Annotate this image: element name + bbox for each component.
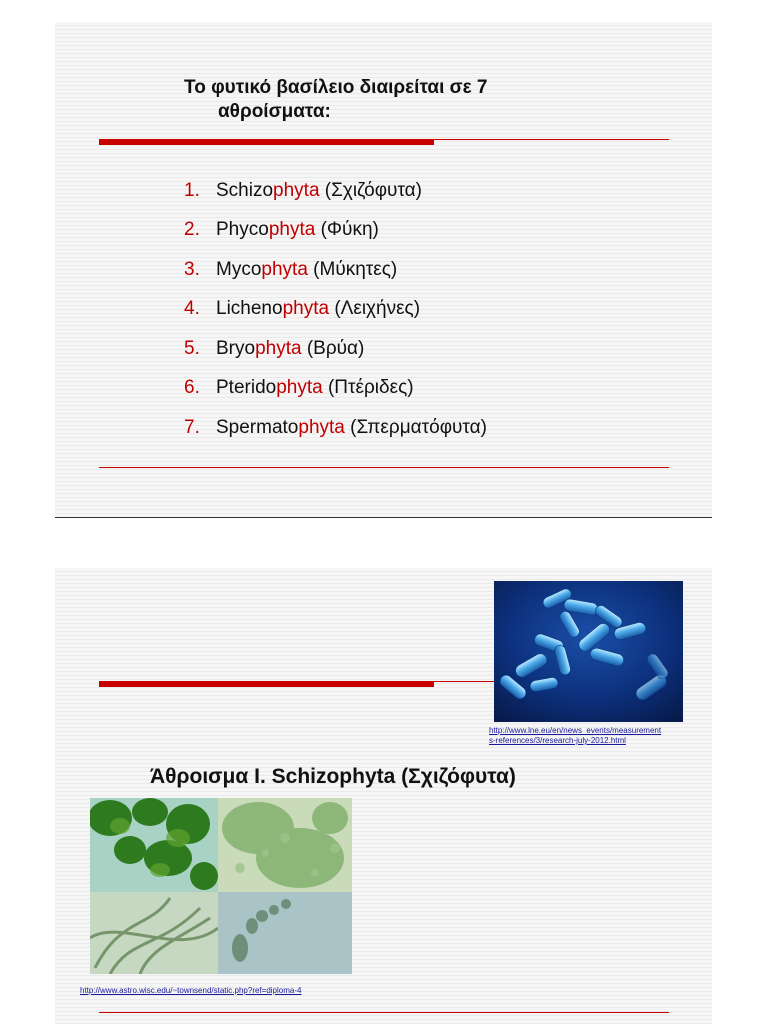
slide-2-bottom-line [99,1012,669,1013]
slide-2-title: Άθροισμα I. Schizophyta (Σχιζόφυτα) [150,765,516,788]
list-item [184,298,420,320]
red-bar-accent [99,681,434,687]
bacteria-link-line-2[interactable]: s-references/3/research-july-2012.html [489,736,626,745]
list-item-suffix: phyta [268,219,316,240]
list-item-suffix: phyta [276,377,323,398]
list-item-prefix: Bryo [216,338,256,359]
list-item-prefix: Phyco [216,219,269,240]
list-item-greek: (Σπερματόφυτα) [344,417,487,438]
bacteria-source-link[interactable] [489,726,661,746]
heading-line-2: αθροίσματα: [218,101,331,122]
list-item-number: 1. [184,180,200,201]
list-item-number: 4. [184,298,200,319]
red-thin-line [434,681,494,682]
list-item [184,338,364,360]
red-bar-accent [99,139,434,145]
list-item-prefix: Pterido [216,377,277,398]
list-item-greek: (Λειχήνες) [329,298,421,319]
list-item-prefix: Spermato [216,417,299,438]
slide-1-heading [184,76,488,124]
list-item-greek: (Φύκη) [315,219,379,240]
red-thin-line [434,139,669,140]
slide-1-bottom-line [99,467,669,468]
list-item [184,180,422,202]
list-item-prefix: Myco [216,259,262,280]
list-item [184,259,397,281]
list-item [184,417,487,439]
list-item-suffix: phyta [282,298,330,319]
list-item-suffix: phyta [273,180,320,201]
heading-line-1: Το φυτικό βασίλειο διαιρείται σε 7 [184,77,488,98]
list-item-suffix: phyta [261,259,308,280]
list-item-number: 2. [184,219,200,240]
list-item-number: 7. [184,417,200,438]
slide-divider [55,517,712,518]
list-item-suffix: phyta [298,417,345,438]
list-item-greek: (Βρύα) [301,338,365,359]
list-item-suffix: phyta [255,338,302,359]
list-item-greek: (Μύκητες) [307,259,398,280]
list-item-number: 6. [184,377,200,398]
list-item-greek: (Πτέριδες) [322,377,414,398]
list-item-prefix: Schizo [216,180,274,201]
bacteria-image [494,581,683,722]
microscope-source-link[interactable]: http://www.astro.wisc.edu/~townsend/static.php?ref=diploma-4 [80,986,302,995]
list-item-number: 5. [184,338,200,359]
bacteria-link-line-1[interactable]: http://www.lne.eu/en/news_events/measurement [489,726,662,735]
list-item-number: 3. [184,259,200,280]
list-item [184,219,379,241]
microscope-images [90,798,352,974]
list-item-prefix: Licheno [216,298,283,319]
list-item-greek: (Σχιζόφυτα) [319,180,422,201]
list-item [184,377,414,399]
